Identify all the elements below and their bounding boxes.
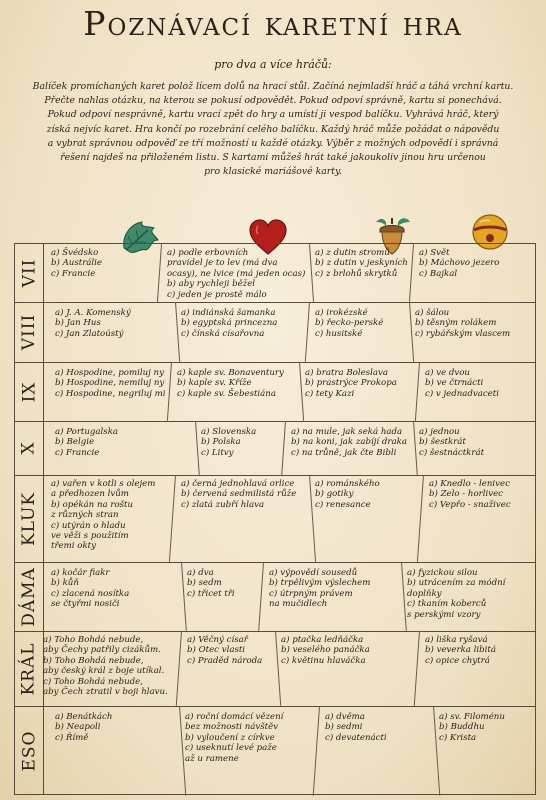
- row-label: [15, 244, 43, 302]
- answer-line: b) těsným rolákem: [415, 318, 497, 329]
- answer-line: c) jeden je prostě málo: [167, 289, 267, 300]
- row-divider: [15, 706, 535, 707]
- answer-line: a) fyzickou silou: [407, 568, 478, 578]
- intro-line: pro klasické mariášové karty.: [204, 166, 342, 178]
- intro-line: a vybrat správnou odpověď ze tří možností u každé otázky. Výběr z možných odpovědí i správná: [47, 137, 499, 149]
- answer-line: a) šálou: [415, 308, 450, 318]
- answer-line: a) dvěma: [325, 712, 365, 722]
- intro-line: získá nejvíc karet. Hra končí po rozebrání celého balíčku. Každý hráč může požádat o nápovědu: [46, 123, 500, 135]
- cell-separator: [167, 362, 172, 421]
- answer-cell: [201, 427, 256, 458]
- answer-cell: [43, 635, 168, 697]
- answer-line: a) Švédsko: [51, 248, 99, 258]
- answer-line: se čtyřmi nosiči: [51, 599, 120, 610]
- intro-line: Pokud odpoví nesprávně, kartu vrací zpět do hry a umístí ji vespod balíčku. Vyhrává hráč, který: [47, 109, 499, 121]
- answer-line: s perskými vzory: [407, 609, 481, 620]
- answer-line: b) kaple sv. Kříže: [177, 378, 252, 389]
- answer-line: b) kůň: [51, 578, 79, 589]
- answer-line: a) indiánská šamanka: [181, 308, 276, 318]
- row-label: [15, 631, 43, 706]
- cell-separator: [169, 475, 176, 562]
- answer-cell: [439, 712, 505, 743]
- label-column-border: [43, 244, 44, 794]
- answer-cell: [167, 248, 305, 300]
- cell-separator: [413, 421, 418, 475]
- answer-cell: [55, 368, 166, 399]
- row-divider: [15, 475, 535, 476]
- answer-line: a) Svět: [419, 248, 450, 258]
- answer-line: c) husitské: [315, 328, 363, 339]
- answer-line: b) vyloučení z církve: [185, 732, 275, 743]
- answer-line: ve věži s použitím: [51, 531, 129, 542]
- answer-cell: [425, 368, 499, 399]
- answer-line: a) Benátkách: [55, 712, 113, 722]
- answer-line: b) trpělivým výslechem: [269, 578, 371, 589]
- cell-separator: [175, 302, 180, 362]
- answer-line: c) Francie: [51, 268, 96, 279]
- answer-line: b) šestkrát: [419, 437, 466, 448]
- answer-line: a) z dutin stromů: [315, 248, 390, 258]
- intro-text: [10, 80, 536, 179]
- answer-cell: [419, 248, 499, 279]
- page-subtitle: pro dva a více hráčů:: [214, 58, 332, 71]
- row-label-text: DÁMA: [19, 566, 39, 627]
- answer-line: b) Otec vlasti: [187, 645, 246, 656]
- answer-line: b) Polska: [201, 437, 241, 448]
- answer-line: a předhozen lvům: [51, 489, 129, 500]
- answer-line: bez možnosti návštěv: [185, 722, 279, 733]
- answer-line: a) jednou: [419, 427, 460, 437]
- answer-line: a) Hospodine, pomiluj ny: [55, 368, 164, 378]
- row-divider: [15, 302, 535, 303]
- row-divider: [15, 562, 535, 563]
- answer-line: b) Hospodine, nemiluj ny: [55, 378, 165, 389]
- answer-line: b) veselého panáčka: [281, 645, 370, 656]
- answer-cell: [325, 712, 387, 743]
- answer-line: a) kočár fiakr: [51, 568, 110, 578]
- answer-cell: [415, 308, 510, 339]
- answer-line: a) Knedlo - lenivec: [429, 479, 510, 489]
- answer-line: a) kaple sv. Bonaventury: [177, 368, 284, 378]
- answer-line: c) useknutí levé paže: [185, 743, 277, 754]
- row-label-text: ESO: [19, 730, 39, 772]
- answer-line: c) Francie: [55, 447, 100, 458]
- answer-line: c) třicet tři: [187, 588, 235, 599]
- answer-line: c) Bajkal: [419, 268, 458, 279]
- answer-cell: [187, 635, 262, 666]
- answer-line: ocasy), ne lvice (má jeden ocas): [167, 268, 306, 279]
- answer-line: b) z dutin v jeskyních: [315, 258, 408, 269]
- answer-line: c) renesance: [315, 499, 371, 510]
- answer-line: b) Neapoli: [55, 722, 101, 733]
- answer-cell: [55, 427, 118, 458]
- cell-separator: [414, 631, 420, 706]
- cell-separator: [313, 706, 320, 796]
- cell-separator: [258, 562, 264, 631]
- answer-line: na mučidlech: [269, 599, 328, 610]
- row-label-text: KLUK: [19, 491, 39, 546]
- answer-line: b) sedm: [187, 578, 222, 589]
- answer-line: c) útrpným právem: [269, 588, 353, 599]
- answer-cell: [281, 635, 370, 666]
- answer-cell: [55, 712, 112, 743]
- answer-line: a) Slovenska: [201, 427, 257, 437]
- answer-line: b) na koni, jak zabíjí draka: [291, 437, 407, 448]
- answer-line: b) utrácením za módní: [407, 578, 506, 589]
- answer-line: c) čínská císařovna: [181, 328, 265, 339]
- answer-cell: [429, 479, 511, 510]
- answer-line: c) šestnáctkrát: [419, 447, 485, 458]
- cell-separator: [281, 421, 286, 475]
- answer-line: z různých stran: [51, 510, 119, 521]
- answer-line: a) J. A. Komenský: [55, 308, 131, 318]
- answer-line: a) podle erbovních: [167, 248, 249, 258]
- answer-line: c) z brlohů skrytků: [315, 268, 398, 279]
- answer-cell: [187, 568, 235, 599]
- answer-line: c) tkaním koberců: [407, 599, 487, 610]
- answer-line: c) Vepřo - snaživec: [429, 499, 511, 510]
- intro-line: řešení najdeš na přiloženém listu. S kartami můžeš hrát také jakoukoliv jinou hru určenou: [60, 152, 486, 164]
- row-label: [15, 706, 43, 796]
- answer-line: a) výpovědí sousedů: [269, 568, 358, 578]
- row-label: [15, 362, 43, 421]
- cell-separator: [417, 475, 424, 562]
- answer-line: b) Jan Hus: [55, 318, 101, 329]
- answer-line: c) Toho Bohdá nebude,: [43, 676, 143, 687]
- row-divider: [15, 421, 535, 422]
- answer-line: c) květinu hlaváčka: [281, 655, 366, 666]
- answer-line: a) roční domácí vězení: [185, 712, 284, 722]
- answer-line: c) devatenácti: [325, 732, 387, 743]
- answer-line: c) Praděd národa: [187, 655, 263, 666]
- answer-cell: [425, 635, 496, 666]
- row-label-text: X: [18, 441, 39, 455]
- cell-separator: [305, 302, 310, 362]
- answer-cell: [51, 568, 129, 610]
- row-label: [15, 421, 43, 475]
- answer-line: c) rybářským vlascem: [415, 328, 511, 339]
- answer-line: a) Toho Bohdá nebude,: [43, 635, 144, 645]
- answer-line: b) Buddhu: [439, 722, 485, 733]
- answer-cell: [181, 308, 277, 339]
- answer-line: b) červená sedmilistá růže: [181, 489, 297, 500]
- answer-cell: [177, 368, 284, 399]
- answer-line: b) Toho Bohdá nebude,: [43, 655, 144, 666]
- answer-cell: [305, 368, 397, 399]
- answer-cell: [269, 568, 370, 610]
- answer-cell: [407, 568, 505, 620]
- answer-line: a) bratra Boleslava: [305, 368, 388, 378]
- cell-separator: [409, 244, 414, 302]
- answer-line: b) Austrálie: [51, 258, 103, 269]
- answer-cell: [55, 308, 131, 339]
- row-label: [15, 302, 43, 362]
- cell-separator: [181, 562, 187, 631]
- answer-line: b) řecko-perské: [315, 318, 384, 329]
- cell-separator: [157, 244, 162, 302]
- answer-line: a) ve dvou: [425, 368, 470, 378]
- answer-line: c) na trůně, jak čte Bibli: [291, 447, 397, 458]
- answer-cell: [315, 479, 380, 510]
- answer-line: třemi okty: [51, 541, 96, 552]
- row-label-text: VII: [19, 258, 39, 288]
- answer-line: doplňky: [407, 588, 442, 599]
- answer-line: c) utýrán o hladu: [51, 520, 126, 531]
- answer-line: b) opékán na roštu: [51, 499, 134, 510]
- cell-separator: [401, 562, 407, 631]
- cell-separator: [409, 302, 414, 362]
- answer-line: aby Čech ztratil v boji hlavu.: [43, 687, 168, 698]
- answer-line: aby Čechy patřily cizákům.: [43, 645, 161, 656]
- row-label: [15, 475, 43, 562]
- answer-line: a) Portugalska: [55, 427, 119, 437]
- answer-line: b) prastrýce Prokopa: [305, 378, 397, 389]
- answer-line: b) Zelo - horlivec: [429, 489, 503, 500]
- answer-line: b) veverka libitá: [425, 645, 496, 656]
- page-title: Poznávací karetní hra: [83, 4, 463, 43]
- answer-line: a) Věčný císař: [187, 635, 248, 645]
- answer-line: c) Krista: [439, 732, 477, 743]
- questions-table: [14, 243, 536, 795]
- row-divider: [15, 362, 535, 363]
- intro-line: Balíček promíchaných karet polož lícem dolů na hrací stůl. Začíná nejmladší hráč a táhá vrchní kartu.: [32, 81, 514, 92]
- answer-cell: [419, 427, 484, 458]
- row-label: [15, 562, 43, 631]
- answer-line: c) opice chytrá: [425, 655, 490, 666]
- answer-line: b) aby rychleji běžel: [167, 279, 256, 290]
- answer-line: c) zlatá zubří hlava: [181, 499, 265, 510]
- answer-line: b) gotiky: [315, 489, 354, 500]
- answer-line: c) tety Kazi: [305, 388, 355, 399]
- cell-separator: [415, 362, 420, 421]
- answer-line: a) irokézské: [315, 308, 368, 318]
- answer-line: b) sedmi: [325, 722, 363, 733]
- answer-line: c) zlacená nosítka: [51, 588, 130, 599]
- answer-line: c) kaple sv. Šebestiána: [177, 388, 276, 399]
- answer-cell: [315, 308, 383, 339]
- answer-cell: [51, 248, 102, 279]
- answer-line: c) Litvy: [201, 447, 234, 458]
- cell-separator: [309, 244, 314, 302]
- answer-line: c) v jednadvaceti: [425, 388, 499, 399]
- answer-line: a) ptačka ledňáčka: [281, 635, 364, 645]
- answer-line: c) Římě: [55, 732, 89, 743]
- answer-line: b) ve čtrnácti: [425, 378, 484, 389]
- answer-line: a) liška ryšavá: [425, 635, 488, 645]
- answer-cell: [315, 248, 408, 279]
- row-label-text: KRÁL: [19, 641, 40, 696]
- answer-line: c) Hospodine, negriluj mi: [55, 388, 166, 399]
- answer-line: a) vařen v kotli s olejem: [51, 479, 156, 489]
- answer-line: b) Belgie: [55, 437, 95, 448]
- answer-line: a) na mule, jak seká hada: [291, 427, 403, 437]
- answer-cell: [51, 479, 155, 552]
- cell-separator: [299, 362, 304, 421]
- answer-line: a) románského: [315, 479, 380, 489]
- answer-cell: [181, 479, 296, 510]
- answer-line: b) Máchovo jezero: [419, 258, 500, 269]
- answer-line: c) Jan Zlatoústý: [55, 328, 124, 339]
- cell-separator: [176, 631, 182, 706]
- answer-line: a) černá jednohlavá orlice: [181, 479, 295, 489]
- answer-line: aby český král z boje utíkal.: [43, 666, 165, 677]
- answer-cell: [185, 712, 283, 764]
- answer-line: pravidel je to lev (má dva: [167, 258, 278, 269]
- answer-line: a) dva: [187, 568, 214, 578]
- cell-separator: [195, 421, 200, 475]
- intro-line: Přečte nahlas otázku, na kterou se pokusí odpovědět. Pokud odpoví správně, kartu si ponechává.: [44, 95, 502, 107]
- answer-cell: [291, 427, 407, 458]
- answer-line: a) sv. Filoménu: [439, 712, 505, 722]
- answer-line: b) egyptská princezna: [181, 318, 278, 329]
- answer-line: až u ramene: [185, 753, 239, 764]
- row-label-text: IX: [18, 381, 39, 402]
- row-label-text: VIII: [19, 313, 39, 351]
